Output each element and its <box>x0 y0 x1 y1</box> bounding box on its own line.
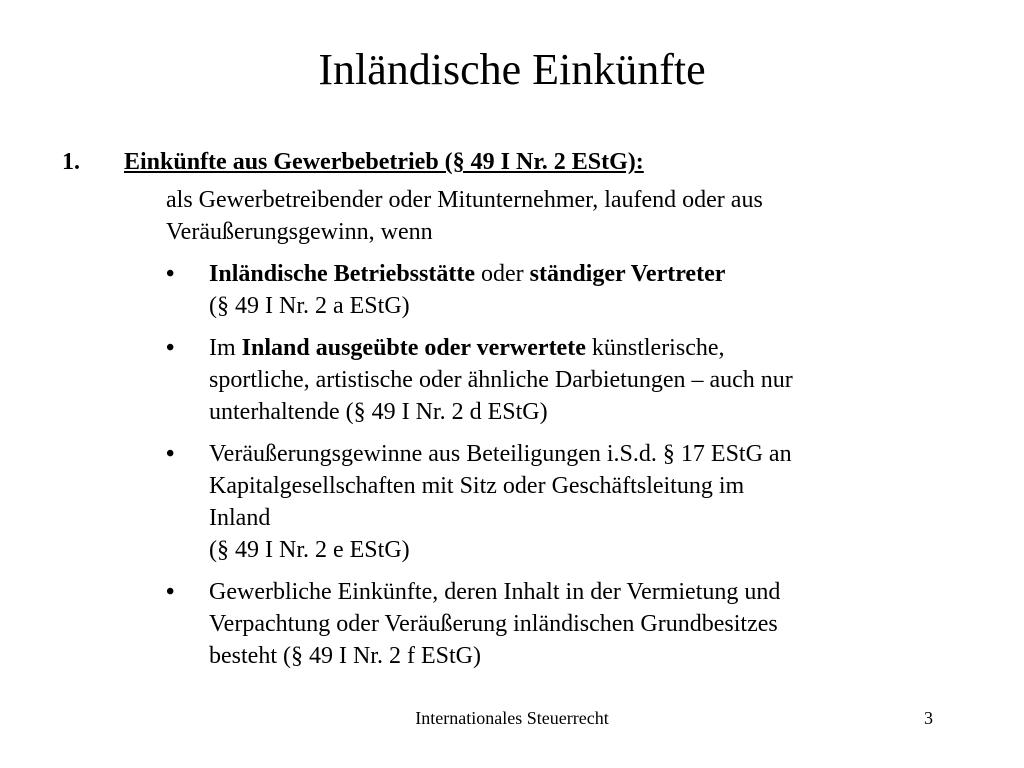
bullet-icon: • <box>166 335 175 361</box>
footer-text: Internationales Steuerrecht <box>415 708 609 728</box>
text-segment: sportliche, artistische oder ähnliche Darbietungen – auch nur <box>209 367 793 393</box>
bullet-item <box>166 576 906 672</box>
bullet-line <box>209 470 906 502</box>
bullet-list <box>166 258 906 682</box>
page-number: 3 <box>924 708 933 728</box>
section-number: 1. <box>62 149 80 175</box>
text-segment: Kapitalgesellschaften mit Sitz oder Geschäftsleitung im <box>209 473 745 499</box>
bullet-icon: • <box>166 261 175 287</box>
bullet-line <box>209 258 906 290</box>
bullet-line <box>209 534 906 566</box>
bullet-line <box>209 608 906 640</box>
text-segment: (§ 49 I Nr. 2 e EStG) <box>209 537 410 563</box>
bullet-line <box>209 438 906 470</box>
bullet-line <box>209 364 906 396</box>
text-segment: besteht (§ 49 I Nr. 2 f EStG) <box>209 643 481 669</box>
bullet-line <box>209 396 906 428</box>
bold-text: ständiger Vertreter <box>529 261 726 287</box>
text-segment: Im <box>209 335 242 361</box>
bullet-icon: • <box>166 441 175 467</box>
text-segment: Gewerbliche Einkünfte, deren Inhalt in der Vermietung und <box>209 579 781 605</box>
bullet-line <box>209 332 906 364</box>
slide-title: Inländische Einkünfte <box>318 45 706 94</box>
section-heading: Einkünfte aus Gewerbebetrieb (§ 49 I Nr. 2 EStG): <box>124 149 644 175</box>
bold-text: Inländische Betriebsstätte <box>209 261 475 287</box>
text-segment: unterhaltende (§ 49 I Nr. 2 d EStG) <box>209 399 548 425</box>
bullet-item <box>166 438 906 566</box>
intro-line: als Gewerbetreibender oder Mitunternehmer, laufend oder aus <box>166 187 763 213</box>
section-intro <box>166 184 906 248</box>
text-segment: künstlerische, <box>585 335 725 361</box>
bullet-item <box>166 332 906 428</box>
bullet-line <box>209 640 906 672</box>
bold-text: Inland ausgeübte oder verwertete <box>241 335 586 361</box>
text-segment: Inland <box>209 505 271 531</box>
text-segment: Veräußerungsgewinne aus Beteiligungen i.S.d. § 17 EStG an <box>209 441 792 467</box>
bullet-item <box>166 258 906 322</box>
text-segment: Verpachtung oder Veräußerung inländischen Grundbesitzes <box>209 611 778 637</box>
text-segment: oder <box>475 261 530 287</box>
bullet-line <box>209 576 906 608</box>
bullet-line <box>209 290 906 322</box>
intro-line: Veräußerungsgewinn, wenn <box>166 219 433 245</box>
bullet-line <box>209 502 906 534</box>
text-segment: (§ 49 I Nr. 2 a EStG) <box>209 293 410 319</box>
bullet-icon: • <box>166 579 175 605</box>
